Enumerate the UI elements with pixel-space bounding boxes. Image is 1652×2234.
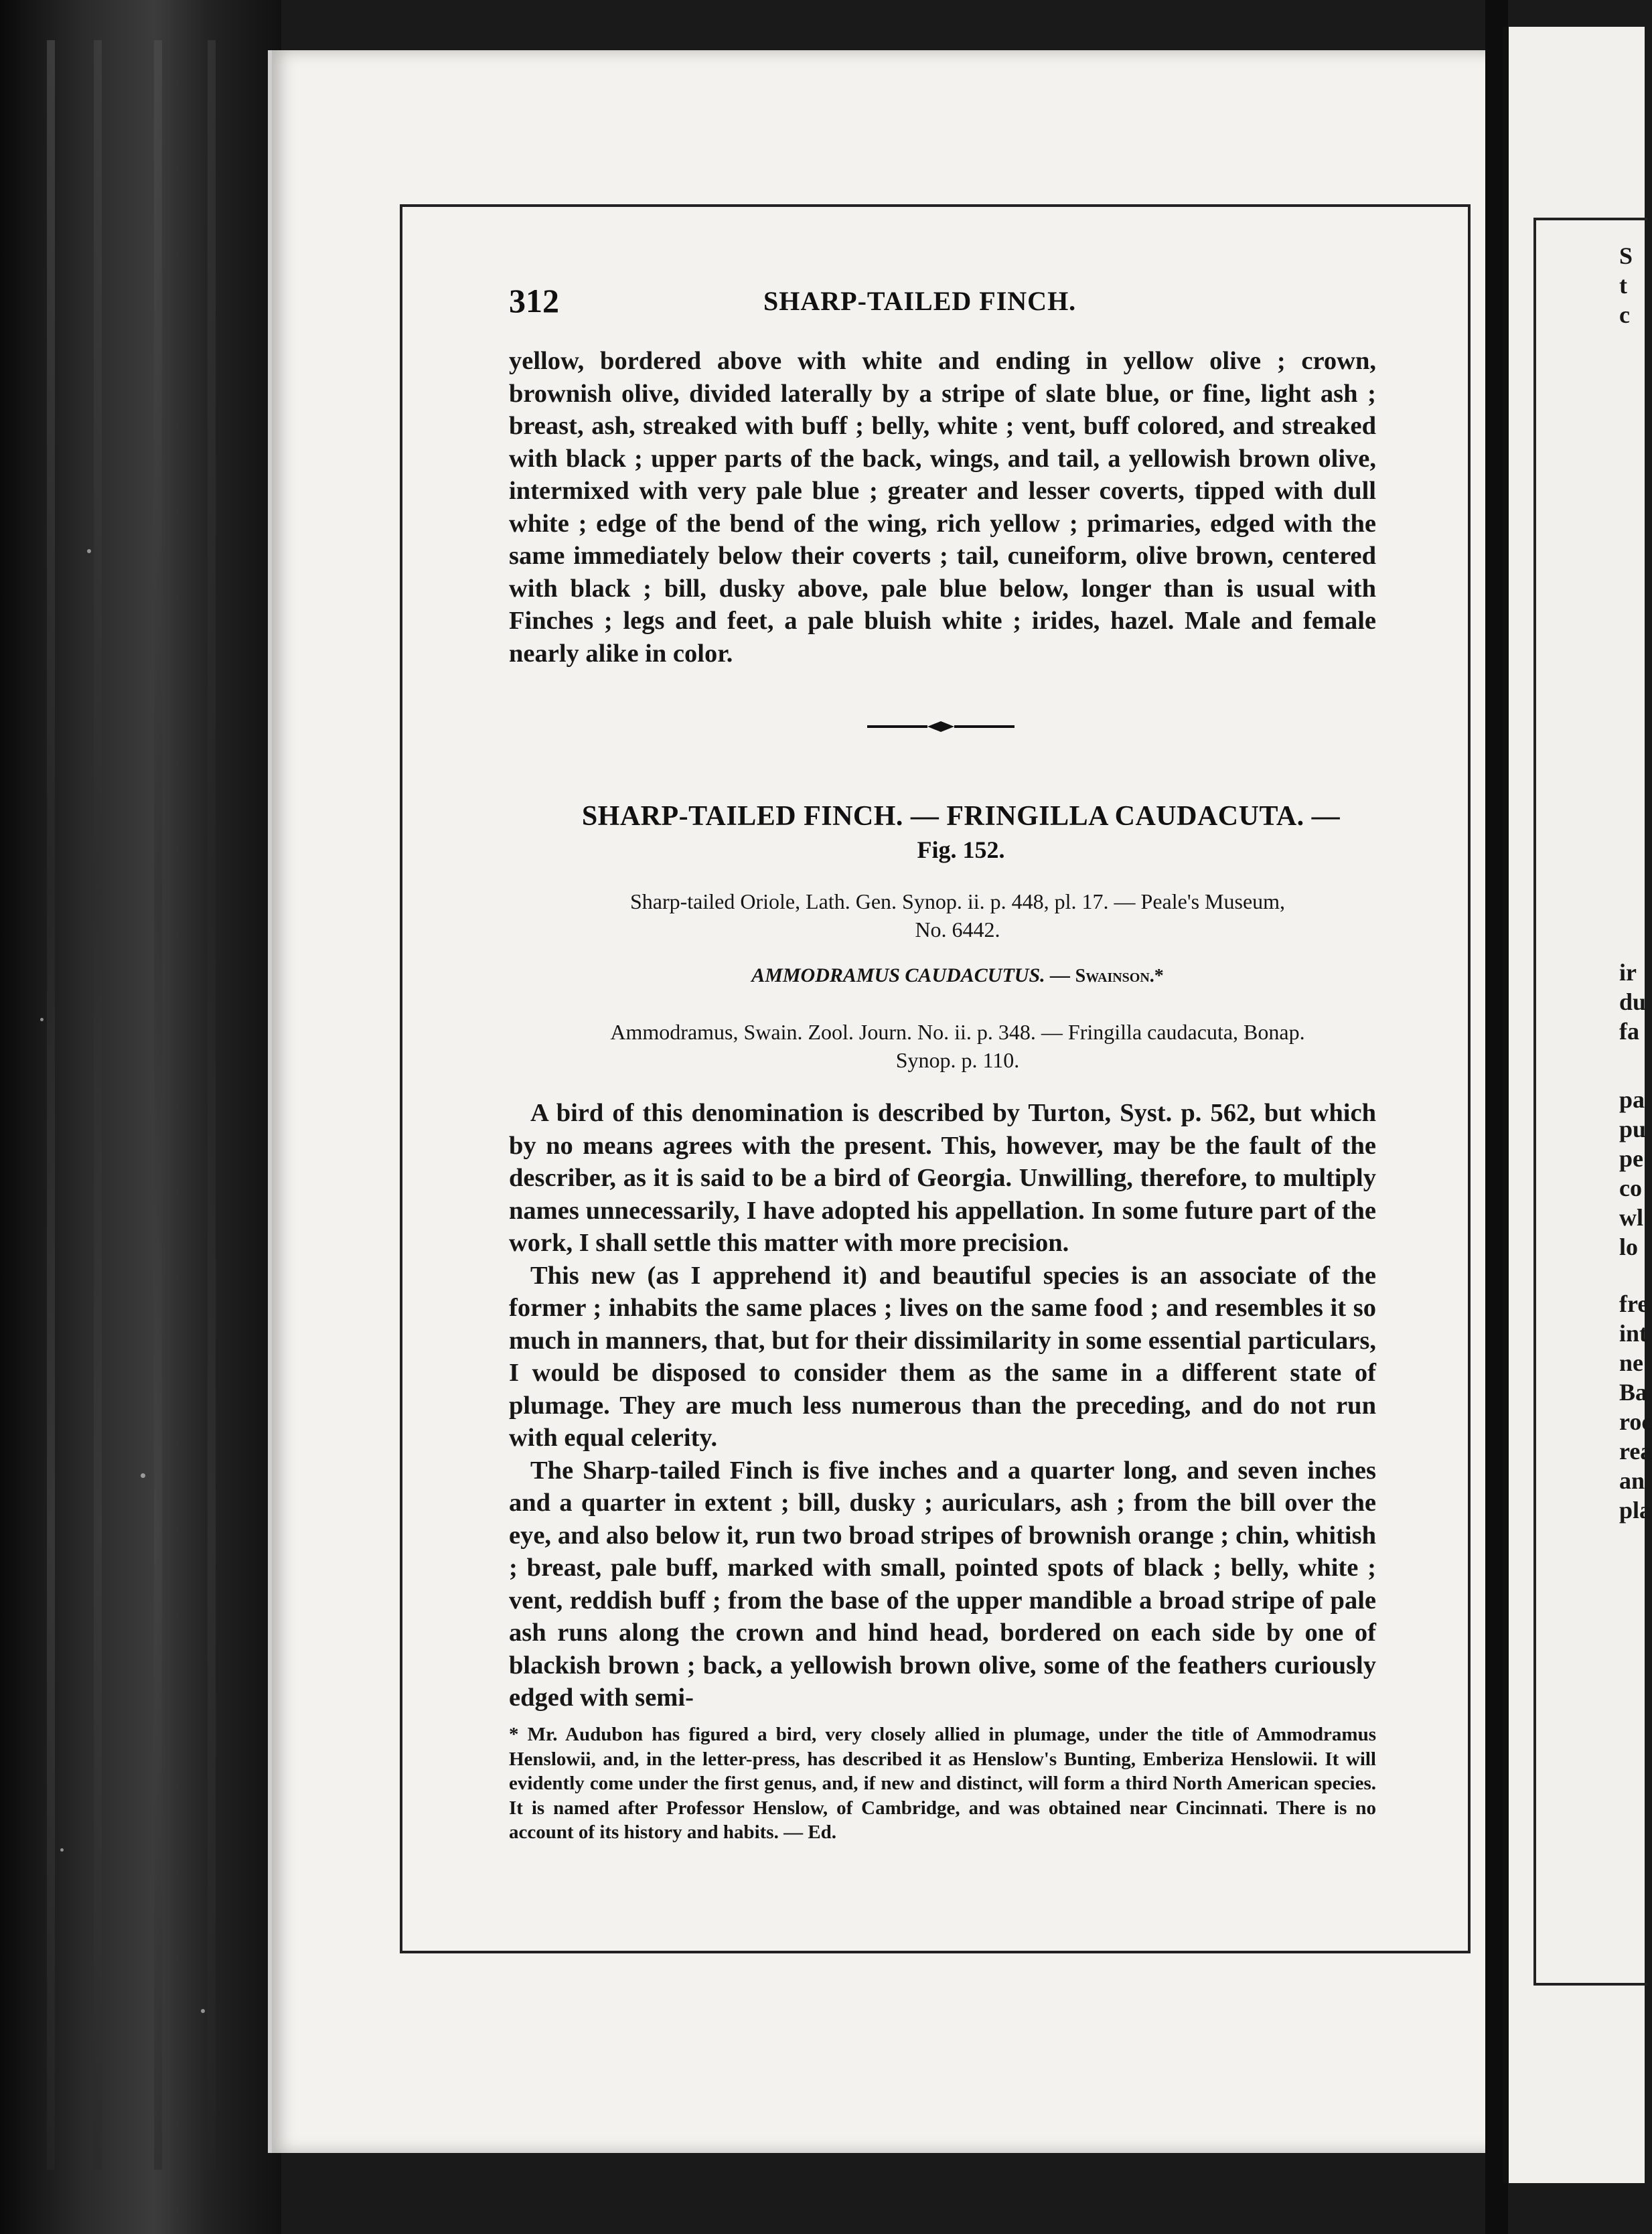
synonym-heading	[536, 964, 1379, 987]
adjacent-page-text	[1619, 1289, 1652, 1525]
page-number: 312	[509, 282, 559, 319]
footnote: * Mr. Audubon has figured a bird, very closely allied in plumage, under the title of Ammodramus Henslowii, and, in the letter-press, has described it as Henslow's Bunting, Emberiza Henslowii. It will evidently come under the first genus, and, if new and distinct, will form a third North American species. It is named after Professor Henslow, of Cambridge, and was obtained near Cincinnati. There is no account of its history and habits. — Ed.	[509, 1724, 1376, 1843]
text-fragment: an	[1619, 1467, 1645, 1494]
text-fragment: fa	[1619, 1018, 1639, 1045]
spine-streak	[154, 40, 162, 2170]
text-fragment: t	[1619, 272, 1627, 299]
text-fragment: fre	[1619, 1290, 1649, 1317]
text-fragment: pa	[1619, 1086, 1645, 1113]
spine-streak	[208, 40, 216, 2170]
text-fragment: Ba	[1619, 1379, 1648, 1406]
text-fragment: pla	[1619, 1497, 1652, 1523]
paragraph-text: yellow, bordered above with white and ending in yellow olive ; crown, brownish olive, divided laterally by a stripe of slate blue, or fine, light ash ; breast, ash, streaked with buff ; belly, white ; vent, buff colored, and streaked with black ; upper parts of the back, wings, and tail, a yellowish brown olive, intermixed with very pale blue ; greater and lesser coverts, tipped with dull white ; edge of the bend of the wing, rich yellow ; primaries, edged with the same immediately below their coverts ; tail, cuneiform, olive brown, centered with black ; bill, dusky above, pale blue below, longer than is usual with Finches ; legs and feet, a pale bluish white ; irides, hazel. Male and female nearly alike in color.	[509, 347, 1376, 668]
page-header	[509, 281, 1379, 328]
synonym-name: AMMODRAMUS CAUDACUTUS. —	[751, 964, 1071, 986]
text-fragment: wl	[1619, 1204, 1643, 1231]
scan-speck	[87, 549, 91, 553]
running-head: SHARP-TAILED FINCH.	[763, 286, 1077, 316]
text-fragment: ir	[1619, 959, 1637, 986]
text-fragment: pe	[1619, 1145, 1643, 1172]
text-fragment: S	[1619, 242, 1633, 269]
adjacent-page-text	[1619, 1085, 1646, 1262]
spine-streak	[47, 40, 55, 2170]
text-fragment: co	[1619, 1175, 1642, 1201]
text-fragment: rea	[1619, 1438, 1652, 1465]
scan-speck	[40, 1018, 44, 1021]
scan-speck	[201, 2009, 205, 2013]
adjacent-page-text	[1619, 241, 1633, 329]
scan-speck	[60, 1848, 64, 1852]
citation-line: No. 6442.	[915, 917, 1000, 942]
text-fragment: ne	[1619, 1349, 1643, 1376]
article-body	[509, 1097, 1376, 1714]
book-spine	[0, 0, 281, 2234]
paragraph-text: This new (as I apprehend it) and beautiful species is an associate of the former ; inhabits the same places ; lives on the same food ; and resembles it so much in manners, that, but for their dissimilarity in some essential particulars, I would be disposed to consider them as the same in a different state of plumage. They are much less numerous than the preceding, and do not run with equal celerity.	[509, 1261, 1376, 1452]
scan-speck	[141, 1473, 145, 1478]
synonym-citation: Synop. p. 110.	[895, 1048, 1020, 1072]
ornament-divider	[867, 717, 1015, 737]
text-fragment: lo	[1619, 1234, 1639, 1260]
spine-streak	[94, 40, 102, 2170]
continuation-paragraph	[509, 345, 1376, 670]
text-fragment: pu	[1619, 1116, 1647, 1142]
paragraph-text: The Sharp-tailed Finch is five inches and a quarter long, and seven inches and a quarter in extent ; bill, dusky ; auriculars, ash ; from the bill over the eye, and also below it, run two broad stripes of brownish orange ; chin, whitish ; breast, pale buff, marked with small, pointed spots of black ; belly, white ; vent, reddish buff ; from the base of the upper mandible a broad stripe of pale ash runs along the crown and hind head, bordered on each side by one of blackish brown ; back, a yellowish brown olive, some of the feathers curiously edged with semi-	[509, 1456, 1376, 1712]
text-fragment: du	[1619, 988, 1647, 1015]
synonym-citation: Ammodramus, Swain. Zool. Journ. No. ii. p. 348. — Fringilla caudacuta, Bonap.	[610, 1020, 1305, 1044]
citation-line: Sharp-tailed Oriole, Lath. Gen. Synop. ii. p. 448, pl. 17. — Peale's Museum,	[629, 889, 1286, 913]
text-fragment: c	[1619, 301, 1630, 328]
synonym-author: Swainson.*	[1075, 966, 1164, 986]
adjacent-page-text	[1619, 958, 1646, 1046]
figure-reference: Fig. 152.	[917, 836, 1005, 863]
article-title: SHARP-TAILED FINCH. — FRINGILLA CAUDACUTA. —	[581, 801, 1341, 832]
text-fragment: int	[1619, 1320, 1648, 1347]
text-fragment: roc	[1619, 1408, 1652, 1435]
paragraph-text: A bird of this denomination is described by Turton, Syst. p. 562, but which by no means agrees with the present. This, however, may be the fault of the describer, as it is said to be a bird of Georgia. Unwilling, therefore, to multiply names unnecessarily, I have adopted his appellation. In some future part of the work, I shall settle this matter with more precision.	[509, 1099, 1376, 1257]
